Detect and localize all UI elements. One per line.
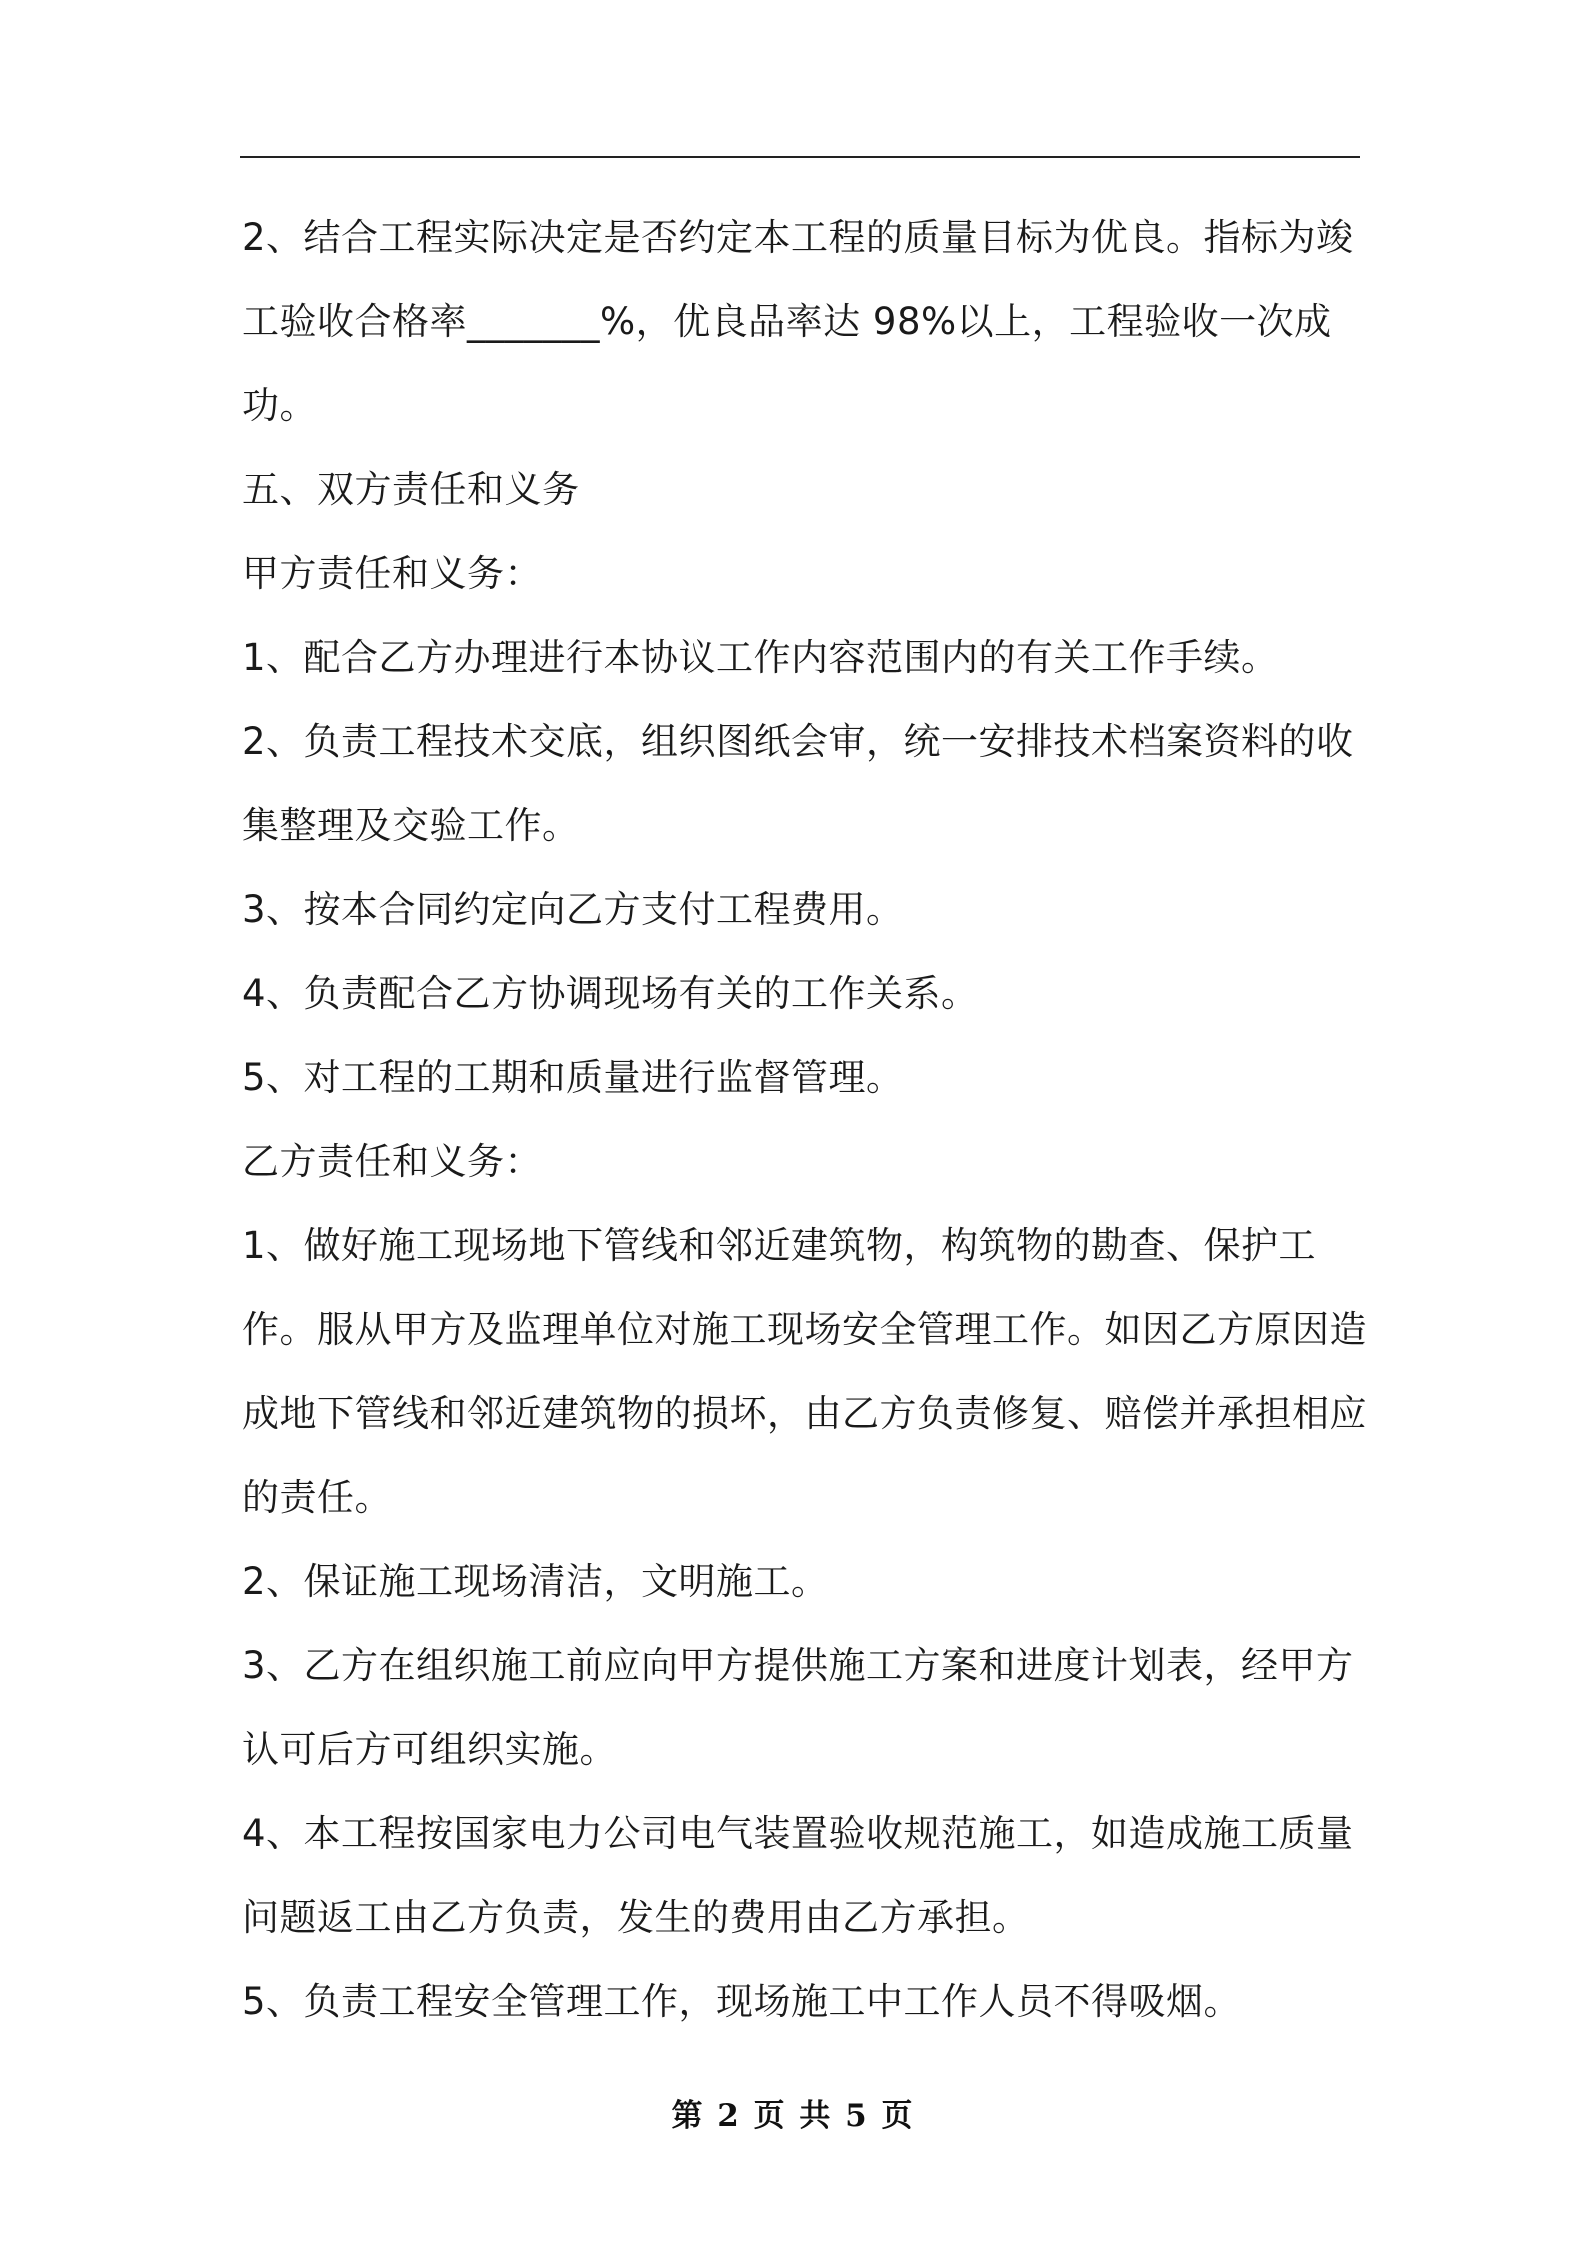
party-b-item-4: 4、本工程按国家电力公司电气装置验收规范施工，如造成施工质量问题返工由乙方负责，发生的费用由乙方承担。 (242, 1812, 1354, 1939)
page-number-footer: 第 2 页 共 5 页 (671, 2098, 915, 2134)
party-a-item-4: 4、负责配合乙方协调现场有关的工作关系。 (242, 972, 979, 1015)
party-a-item-2: 2、负责工程技术交底，组织图纸会审，统一安排技术档案资料的收集整理及交验工作。 (242, 720, 1354, 847)
section-heading-responsibilities: 五、双方责任和义务 (242, 468, 580, 511)
party-b-item-1: 1、做好施工现场地下管线和邻近建筑物，构筑物的勘查、保护工作。服从甲方及监理单位对施工现场安全管理工作。如因乙方原因造成地下管线和邻近建筑物的损坏，由乙方负责修复、赔偿并承担相应的责任。 (242, 1224, 1367, 1519)
party-b-item-3: 3、乙方在组织施工前应向甲方提供施工方案和进度计划表，经甲方认可后方可组织实施。 (242, 1644, 1354, 1771)
subheading-party-b: 乙方责任和义务： (242, 1140, 542, 1183)
clause-quality-target: 2、结合工程实际决定是否约定本工程的质量目标为优良。指标为竣工验收合格率_______%，优良品率达 98%以上，工程验收一次成功。 (242, 216, 1354, 427)
party-b-item-2: 2、保证施工现场清洁，文明施工。 (242, 1560, 829, 1603)
subheading-party-a: 甲方责任和义务： (242, 552, 542, 595)
party-b-item-5: 5、负责工程安全管理工作，现场施工中工作人员不得吸烟。 (242, 1980, 1242, 2023)
party-a-item-5: 5、对工程的工期和质量进行监督管理。 (242, 1056, 904, 1099)
party-a-item-1: 1、配合乙方办理进行本协议工作内容范围内的有关工作手续。 (242, 636, 1279, 679)
document-body (242, 196, 1372, 2044)
header-rule (240, 156, 1360, 158)
party-a-item-3: 3、按本合同约定向乙方支付工程费用。 (242, 888, 904, 931)
